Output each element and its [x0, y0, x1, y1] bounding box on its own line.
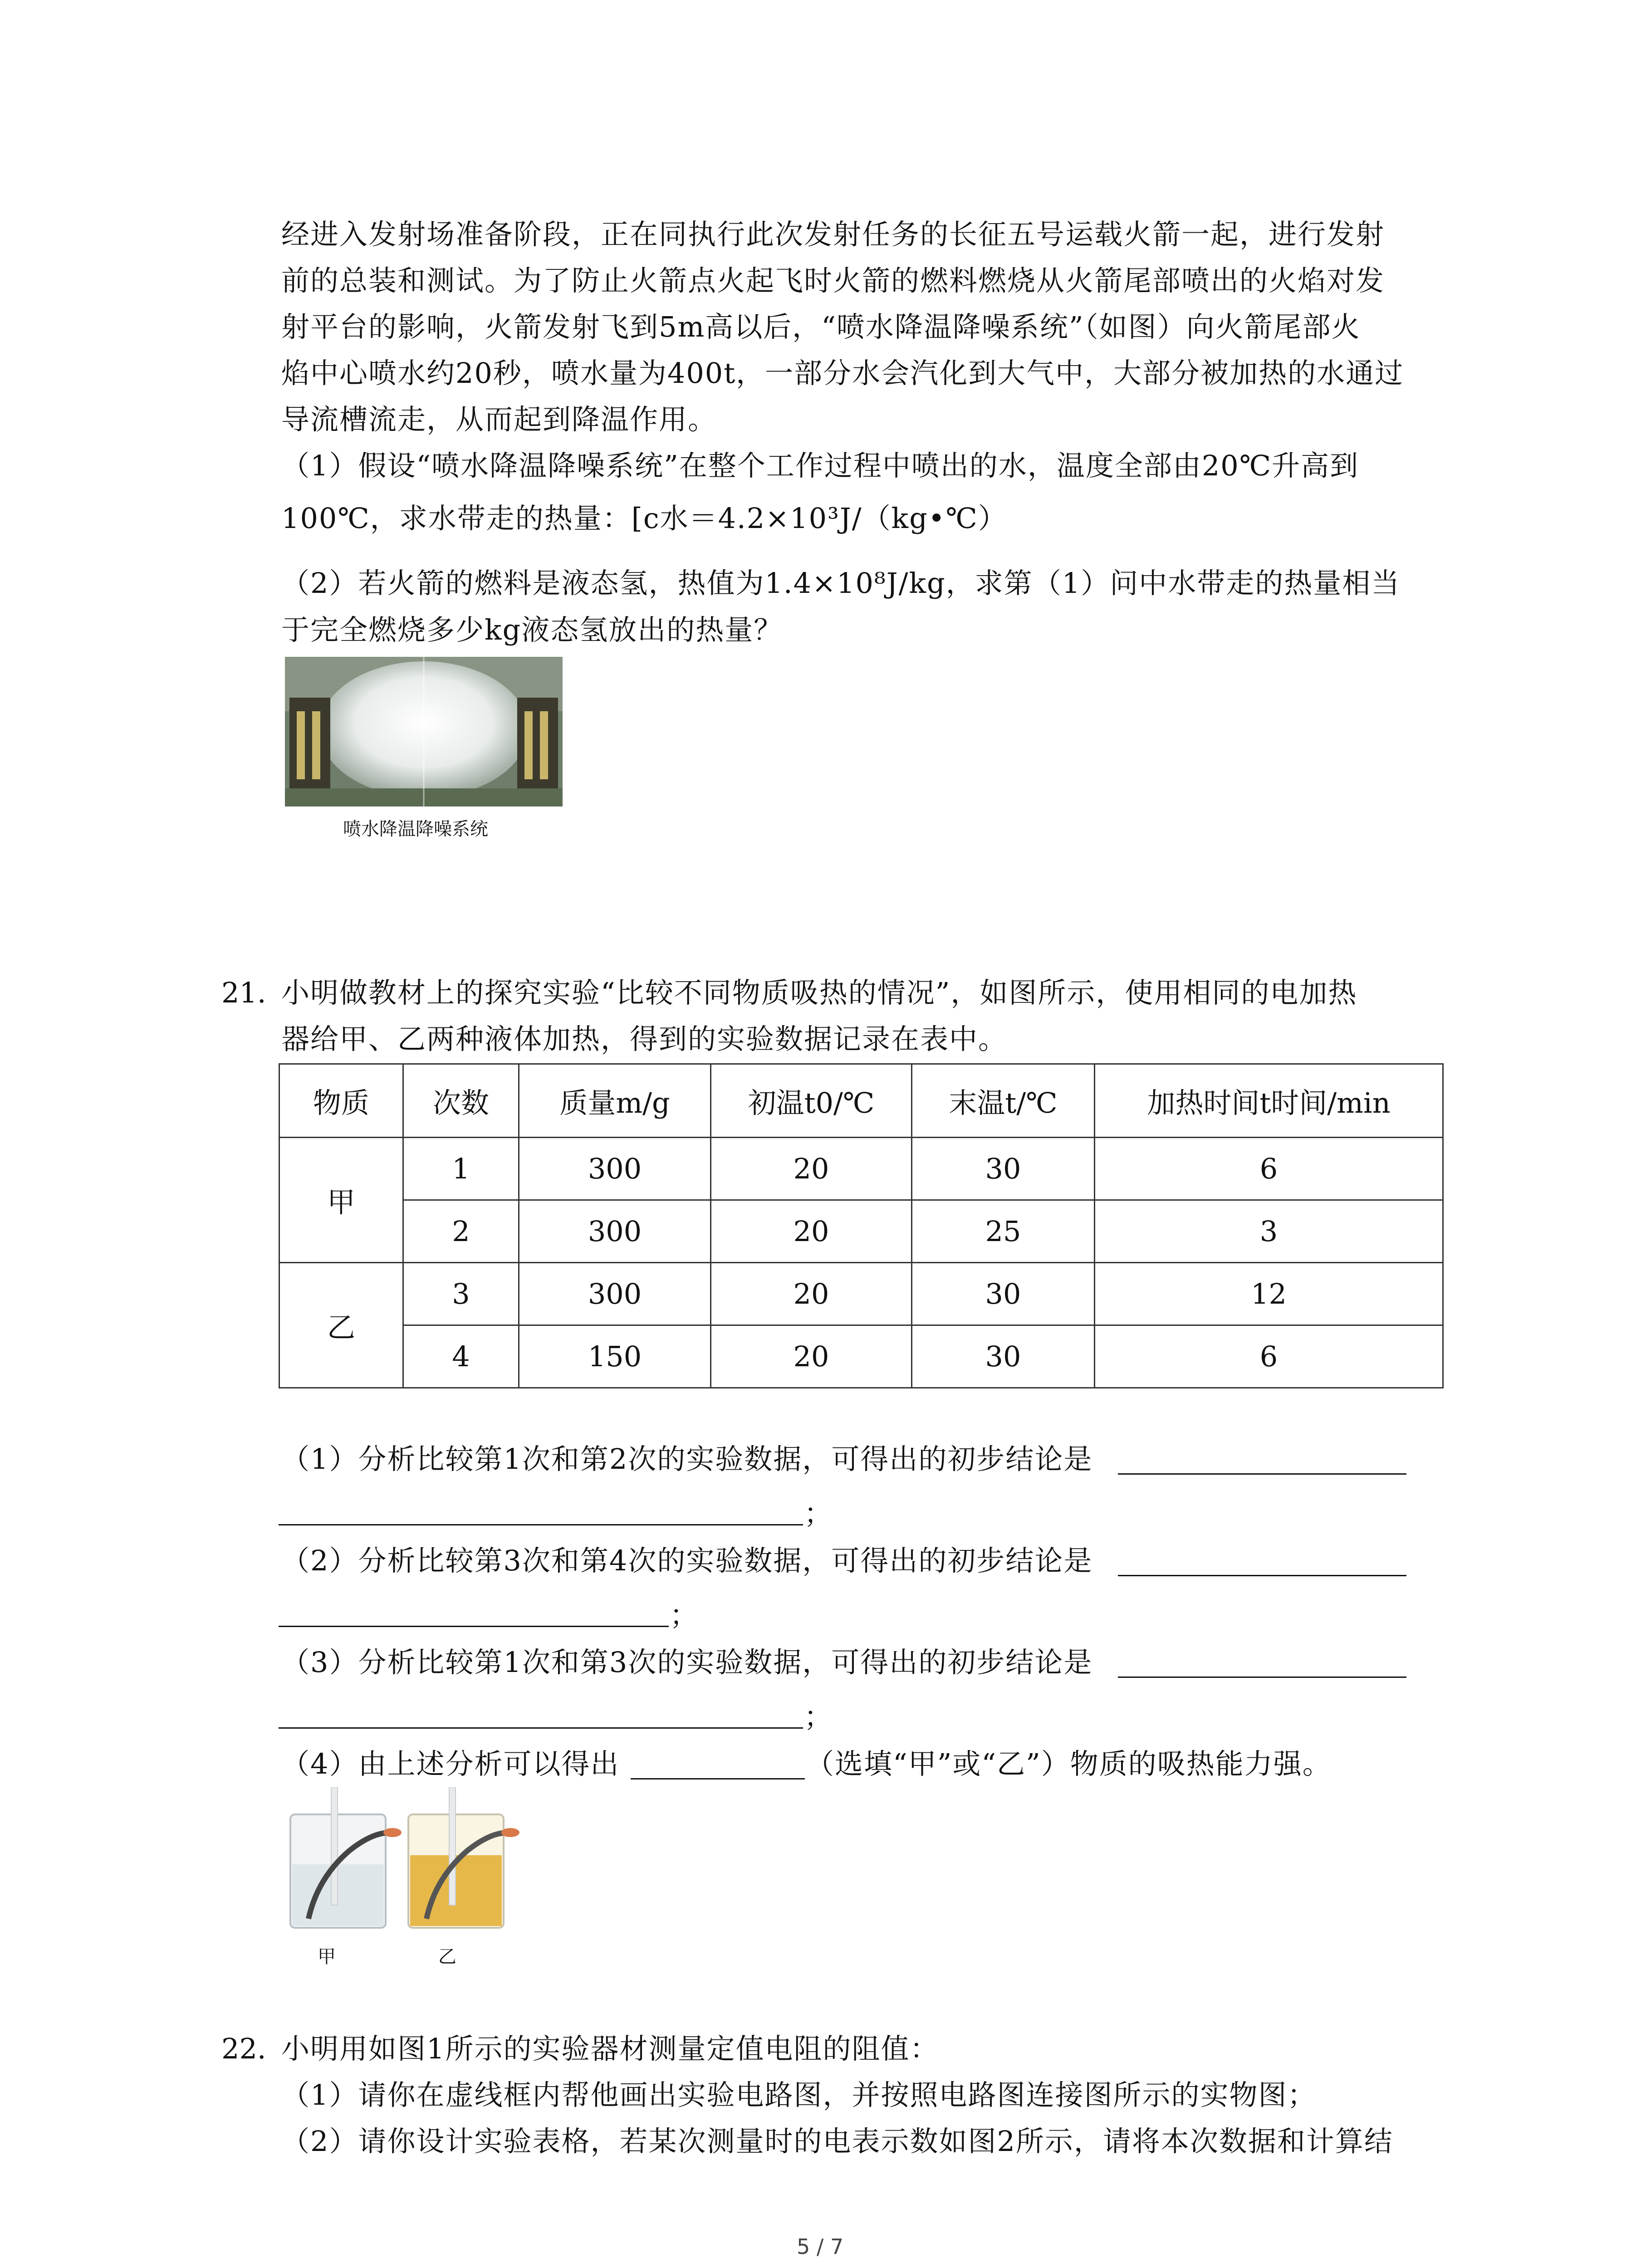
q21-sub4-a: （4）由上述分析可以得出: [281, 1747, 620, 1780]
table-row: [279, 1138, 1443, 1200]
table-cell: 300: [519, 1200, 711, 1263]
q21-sub2: （2）分析比较第3次和第4次的实验数据，可得出的初步结论是: [281, 1544, 1093, 1577]
q20-sub1-line2: 100℃，求水带走的热量：[c水＝4.2×10³J/（kg•℃）: [281, 502, 1007, 535]
spray-system-caption: 喷水降温降噪系统: [343, 819, 488, 840]
q22-sub2: （2）请你设计实验表格，若某次测量时的电表示数如图2所示，请将本次数据和计算结: [281, 2125, 1393, 2158]
q21-sub3: （3）分析比较第1次和第3次的实验数据，可得出的初步结论是: [281, 1646, 1093, 1679]
q21-data-table: [279, 1063, 1444, 1388]
beakers-photo: [281, 1787, 526, 1937]
beaker-label-b: 乙: [438, 1946, 456, 1967]
q20-sub2-line1: （2）若火箭的燃料是液态氢，热值为1.4×10⁸J/kg，求第（1）问中水带走的热量相当: [281, 567, 1401, 600]
spray-system-photo: [285, 657, 563, 807]
table-header: 物质: [279, 1064, 403, 1138]
q21-semicolon-3: ；: [804, 1700, 833, 1733]
table-cell: 300: [519, 1263, 711, 1325]
table-row: [279, 1325, 1443, 1388]
answer-blank-2b[interactable]: [279, 1626, 669, 1627]
table-cell: 30: [912, 1325, 1095, 1388]
q21-line-2: 器给甲、乙两种液体加热，得到的实验数据记录在表中。: [281, 1022, 1008, 1056]
q21-number: 21.: [221, 976, 266, 1009]
q21-semicolon-1: ；: [804, 1497, 833, 1530]
intro-line-5: 导流槽流走，从而起到降温作用。: [281, 403, 717, 436]
table-cell: 20: [711, 1325, 912, 1388]
table-cell: 30: [912, 1263, 1095, 1325]
table-cell: 6: [1095, 1325, 1443, 1388]
answer-blank-1a[interactable]: [1118, 1473, 1406, 1475]
table-cell: 12: [1095, 1263, 1443, 1325]
table-group-cell: 甲: [279, 1138, 403, 1263]
table-group-cell: 乙: [279, 1263, 403, 1388]
table-cell: 300: [519, 1138, 711, 1200]
q21-semicolon-2: ；: [670, 1598, 699, 1632]
q21-sub4-b: （选填“甲”或“乙”）物质的吸热能力强。: [806, 1747, 1332, 1780]
table-header: 质量m/g: [519, 1064, 711, 1138]
q20-sub2-line2: 于完全燃烧多少kg液态氢放出的热量？: [281, 613, 783, 646]
table-cell: 2: [403, 1200, 519, 1263]
table-cell: 30: [912, 1138, 1095, 1200]
intro-line-1: 经进入发射场准备阶段，正在同执行此次发射任务的长征五号运载火箭一起，进行发射: [281, 218, 1385, 251]
table-cell: 1: [403, 1138, 519, 1200]
q22-sub1: （1）请你在虚线框内帮他画出实验电路图，并按照电路图连接图所示的实物图；: [281, 2078, 1317, 2112]
table-header: 末温t/℃: [912, 1064, 1095, 1138]
answer-blank-1b[interactable]: [279, 1524, 803, 1525]
answer-blank-3b[interactable]: [279, 1727, 803, 1729]
intro-line-4: 焰中心喷水约20秒，喷水量为400t，一部分水会汽化到大气中，大部分被加热的水通过: [281, 357, 1404, 390]
q21-sub1: （1）分析比较第1次和第2次的实验数据，可得出的初步结论是: [281, 1442, 1093, 1476]
table-row: [279, 1263, 1443, 1325]
q21-line-1: 小明做教材上的探究实验“比较不同物质吸热的情况”，如图所示，使用相同的电加热: [281, 976, 1357, 1009]
table-cell: 20: [711, 1263, 912, 1325]
answer-blank-3a[interactable]: [1118, 1677, 1406, 1678]
intro-line-3: 射平台的影响，火箭发射飞到5m高以后，“喷水降温降噪系统”（如图）向火箭尾部火: [281, 310, 1361, 343]
table-cell: 20: [711, 1138, 912, 1200]
beaker-label-a: 甲: [318, 1946, 336, 1967]
table-header: 初温t0/℃: [711, 1064, 912, 1138]
page-number: 5 / 7: [797, 2234, 844, 2259]
intro-line-2: 前的总装和测试。为了防止火箭点火起飞时火箭的燃料燃烧从火箭尾部喷出的火焰对发: [281, 264, 1385, 297]
table-cell: 4: [403, 1325, 519, 1388]
table-cell: 6: [1095, 1138, 1443, 1200]
table-header: 加热时间t时间/min: [1095, 1064, 1443, 1138]
table-header: 次数: [403, 1064, 519, 1138]
q22-line-1: 小明用如图1所示的实验器材测量定值电阻的阻值：: [281, 2032, 939, 2065]
table-cell: 3: [1095, 1200, 1443, 1263]
table-row: [279, 1200, 1443, 1263]
table-cell: 3: [403, 1263, 519, 1325]
q22-number: 22.: [221, 2032, 266, 2065]
q20-sub1-line1: （1）假设“喷水降温降噪系统”在整个工作过程中喷出的水，温度全部由20℃升高到: [281, 449, 1359, 482]
table-cell: 150: [519, 1325, 711, 1388]
table-cell: 20: [711, 1200, 912, 1263]
answer-blank-2a[interactable]: [1118, 1575, 1406, 1576]
table-cell: 25: [912, 1200, 1095, 1263]
answer-blank-4[interactable]: [631, 1778, 805, 1779]
